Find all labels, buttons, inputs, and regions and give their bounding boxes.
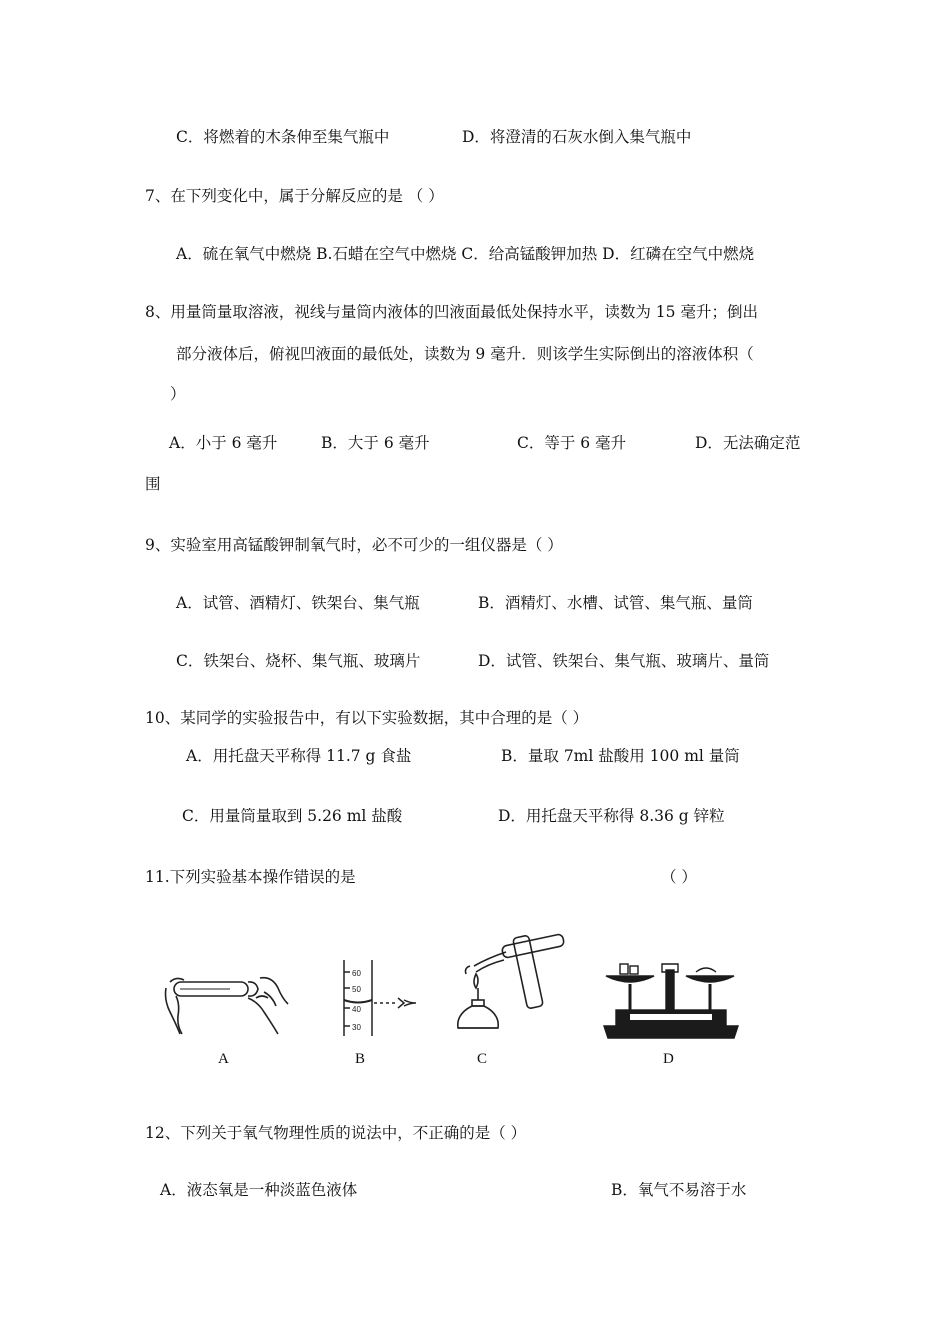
- q10-option-c: C．用量筒量取到 5.26 ml 盐酸: [182, 807, 403, 825]
- alcohol-lamp-figure: [446, 930, 576, 1042]
- q10-option-a: A．用托盘天平称得 11.7 g 食盐: [186, 747, 412, 765]
- q12-stem: 12、下列关于氧气物理性质的说法中，不正确的是（ ）: [145, 1124, 527, 1142]
- q7-stem: 7、在下列变化中，属于分解反应的是 （ ）: [145, 187, 444, 205]
- cylinder-tick-30: 30: [352, 1023, 361, 1032]
- test-tube-hands-figure: [160, 968, 290, 1038]
- q8-option-d: D．无法确定范: [695, 434, 801, 452]
- q10-option-d: D．用托盘天平称得 8.36 g 锌粒: [498, 807, 725, 825]
- q9-option-b: B．酒精灯、水槽、试管、集气瓶、量筒: [478, 594, 753, 612]
- q8-option-d-cont: 围: [145, 475, 161, 493]
- figure-label-d: D: [663, 1051, 674, 1067]
- balance-scale-figure: [600, 954, 742, 1040]
- figure-label-c: C: [477, 1051, 488, 1067]
- q9-option-a: A．试管、酒精灯、铁架台、集气瓶: [176, 594, 420, 612]
- q12-option-b: B．氧气不易溶于水: [611, 1181, 747, 1199]
- q10-option-b: B．量取 7ml 盐酸用 100 ml 量筒: [501, 747, 740, 765]
- q7-options: A．硫在氧气中燃烧 B.石蜡在空气中燃烧 C．给高锰酸钾加热 D．红磷在空气中燃烧: [176, 245, 755, 263]
- q8-option-a: A．小于 6 毫升: [169, 434, 278, 452]
- cylinder-tick-40: 40: [352, 1005, 361, 1014]
- graduated-cylinder-figure: [336, 958, 426, 1038]
- q8-stem-line3: ）: [170, 385, 186, 403]
- q10-stem: 10、某同学的实验报告中，有以下实验数据，其中合理的是（ ）: [145, 709, 589, 727]
- q8-option-c: C．等于 6 毫升: [517, 434, 627, 452]
- cylinder-tick-60: 60: [352, 969, 361, 978]
- cylinder-tick-50: 50: [352, 985, 361, 994]
- q8-stem-line2: 部分液体后，俯视凹液面的最低处，读数为 9 毫升．则该学生实际倒出的溶液体积（: [176, 345, 754, 363]
- q6-option-c: C．将燃着的木条伸至集气瓶中: [176, 128, 390, 146]
- q9-option-d: D．试管、铁架台、集气瓶、玻璃片、量筒: [478, 652, 770, 670]
- q9-stem: 9、实验室用高锰酸钾制氧气时，必不可少的一组仪器是（ ）: [145, 536, 563, 554]
- q12-option-a: A．液态氧是一种淡蓝色液体: [160, 1181, 358, 1199]
- q11-stem: 11.下列实验基本操作错误的是: [145, 868, 356, 886]
- q8-option-b: B．大于 6 毫升: [321, 434, 430, 452]
- q9-option-c: C．铁架台、烧杯、集气瓶、玻璃片: [176, 652, 421, 670]
- q6-option-d: D．将澄清的石灰水倒入集气瓶中: [462, 128, 692, 146]
- q11-answer-blank: （ ）: [661, 868, 697, 886]
- figure-label-b: B: [355, 1051, 366, 1067]
- figure-label-a: A: [218, 1051, 229, 1067]
- q8-stem-line1: 8、用量筒量取溶液，视线与量筒内液体的凹液面最低处保持水平，读数为 15 毫升；倒出: [145, 303, 758, 321]
